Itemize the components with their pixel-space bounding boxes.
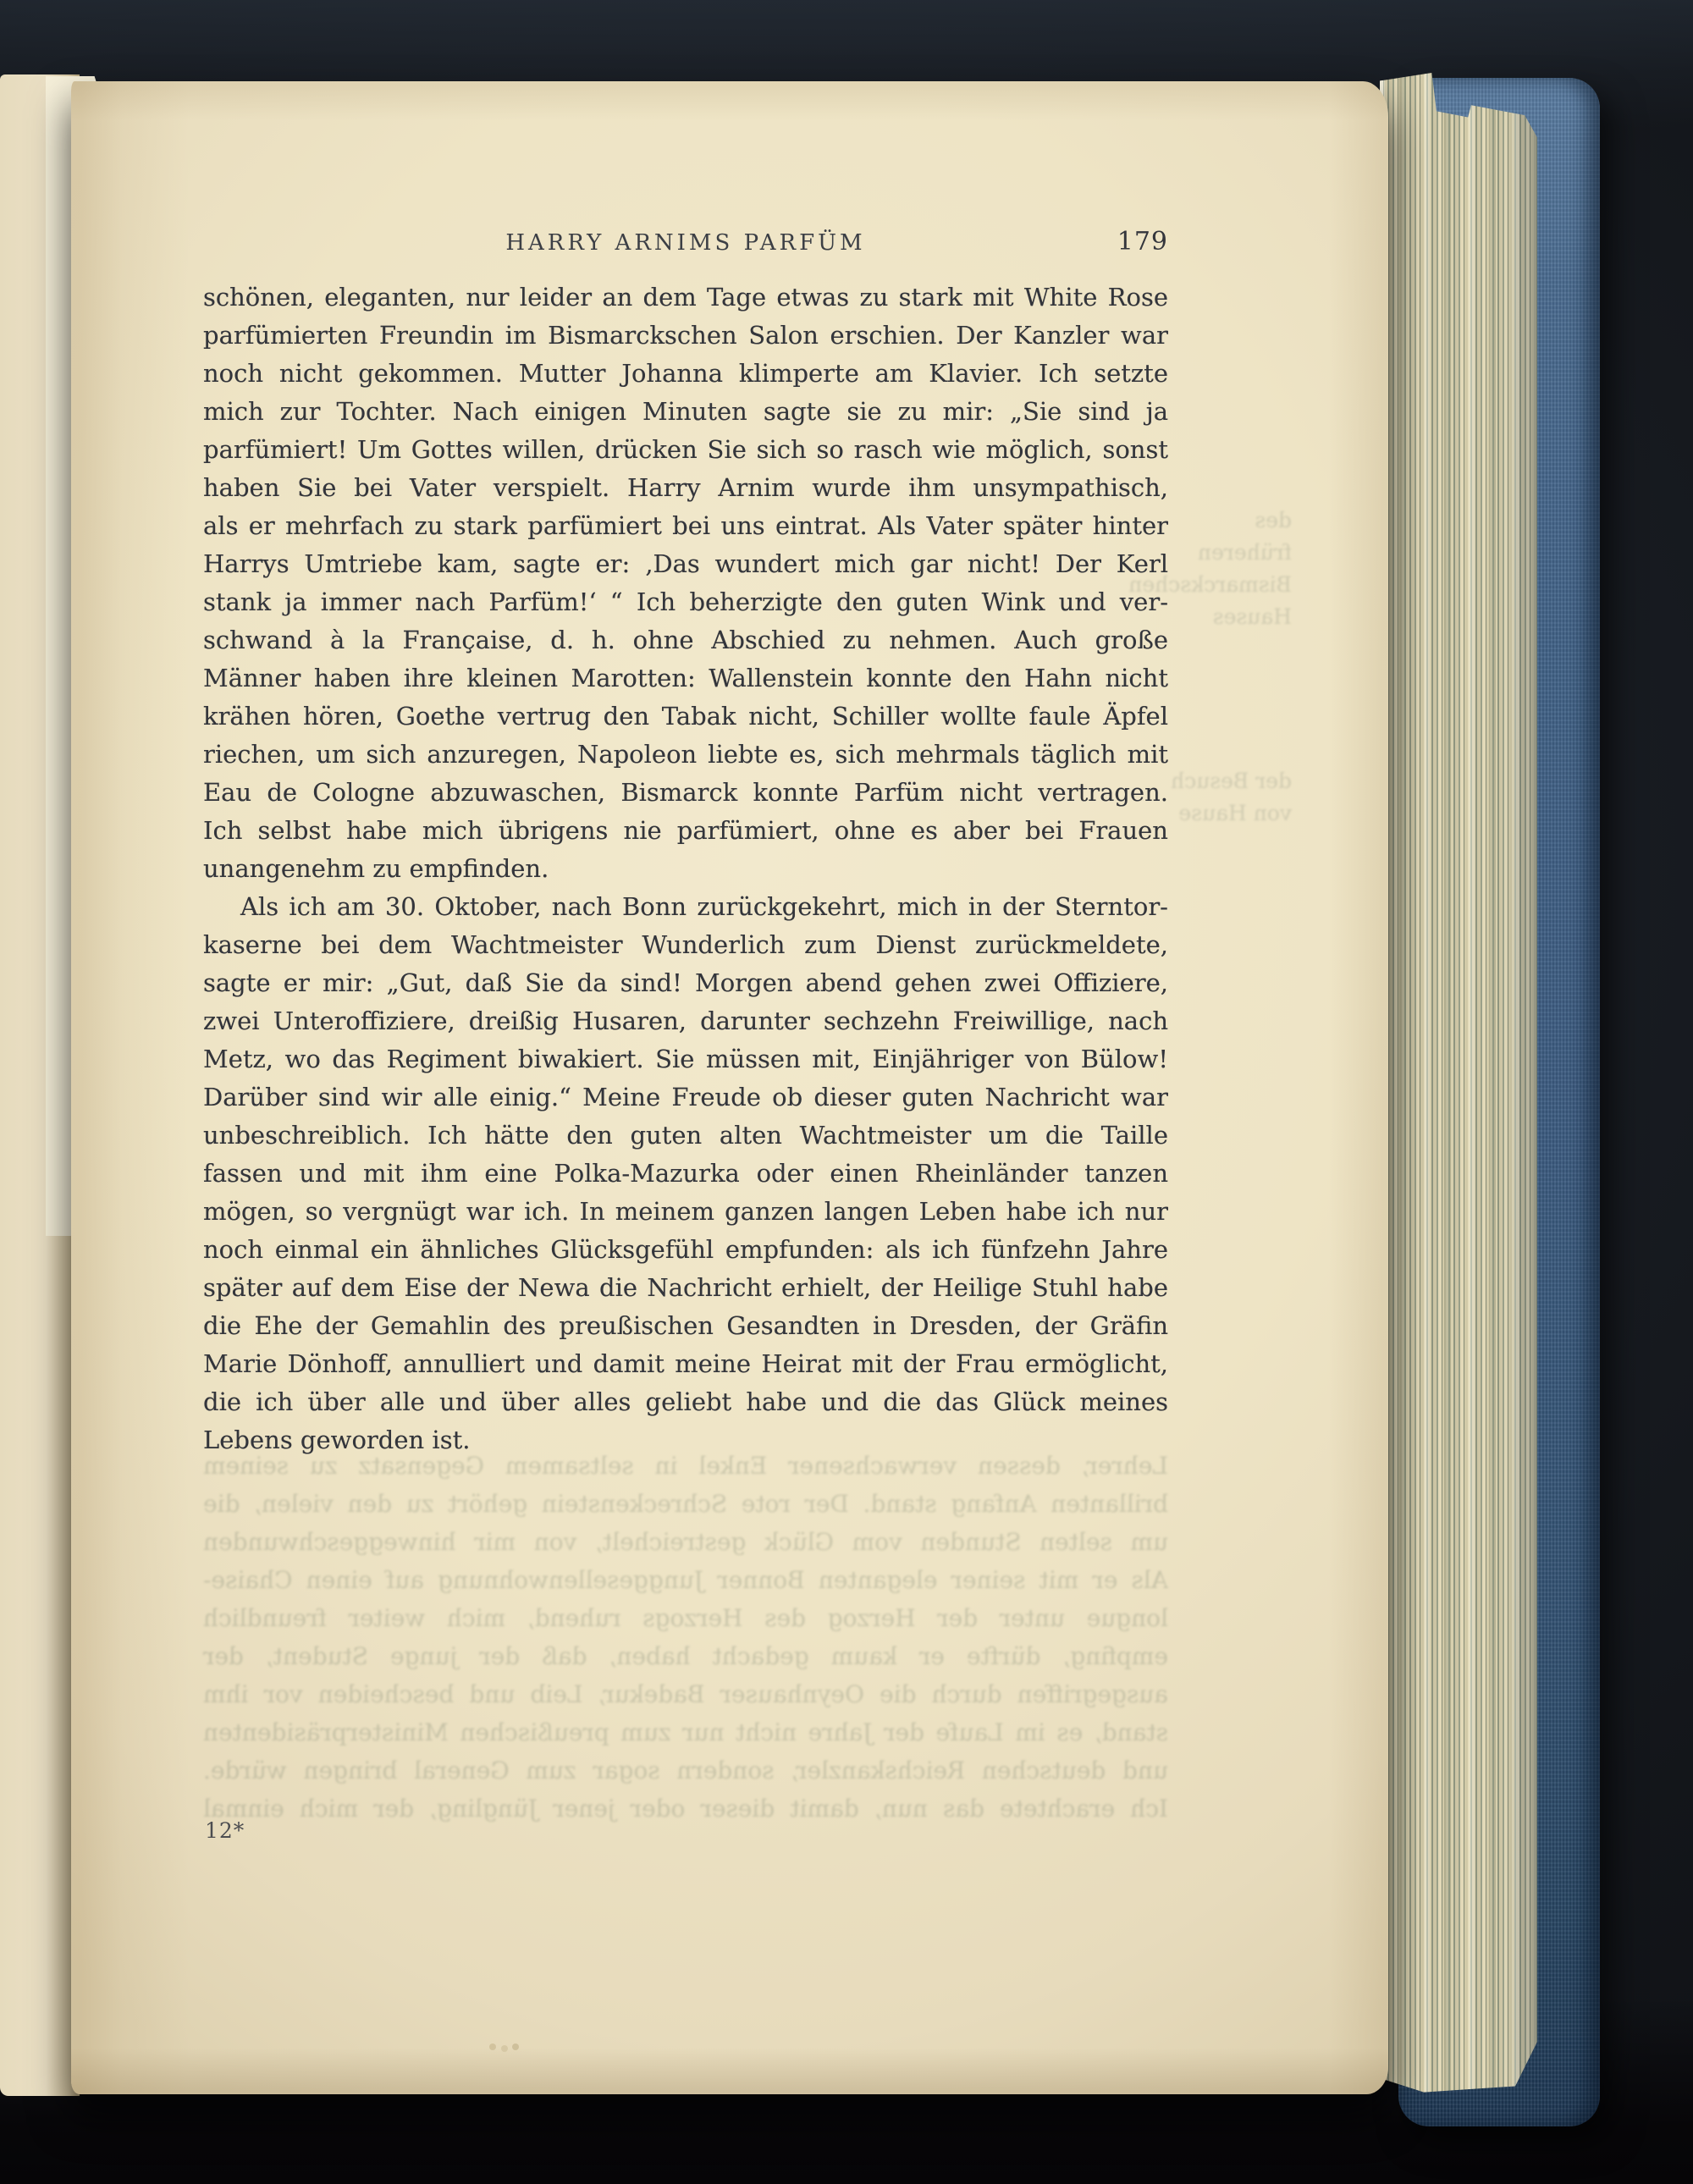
bleed-through-margin-note: der Besuch von Hause: [1171, 769, 1292, 825]
text-line: parfümiert! Um Gottes willen, drücken Sie sich so rasch wie möglich, sonst: [203, 435, 1168, 464]
ghost-text-line: longue unter der Herzog des Herzogs ruhend, mich weiter freundlich: [203, 1604, 1168, 1632]
page-edges-stack: [1380, 73, 1537, 2094]
text-line: unangenehm zu empfinden.: [203, 854, 549, 883]
text-line: Eau de Cologne abzuwaschen, Bismarck konnte Parfüm nicht vertragen.: [203, 778, 1168, 807]
bleed-through-text: [203, 1447, 1168, 1828]
text-line: parfümierten Freundin im Bismarckschen Salon erschien. Der Kanzler war: [203, 321, 1168, 350]
running-head: [203, 227, 1168, 264]
text-line: haben Sie bei Vater verspielt. Harry Arnim wurde ihm unsympathisch,: [203, 473, 1168, 502]
text-line: die Ehe der Gemahlin des preußischen Gesandten in Dresden, der Gräfin: [203, 1311, 1168, 1340]
text-line: als er mehrfach zu stark parfümiert bei uns eintrat. Als Vater später hinter: [203, 511, 1168, 540]
text-line: schwand à la Française, d. h. ohne Abschied zu nehmen. Auch große: [203, 626, 1168, 654]
text-line: fassen und mit ihm eine Polka-Mazurka oder einen Rheinländer tanzen: [203, 1159, 1168, 1188]
ghost-text-line: um selten Stunden vom Glück gestreichelt, von mir hinweggeschwunden: [203, 1528, 1168, 1556]
text-line: Darüber sind wir alle einig.“ Meine Freude ob dieser guten Nachricht war: [203, 1083, 1168, 1111]
ghost-text-line: und deutschen Reichskanzler, sondern sogar zum General bringen würde.: [203, 1757, 1168, 1784]
text-line: Marie Dönhoff, annulliert und damit meine Heirat mit der Frau ermöglicht,: [203, 1349, 1168, 1378]
signature-mark: 12*: [205, 1818, 245, 1843]
text-line: kaserne bei dem Wachtmeister Wunderlich zum Dienst zurückmeldete,: [203, 930, 1168, 959]
text-line: noch nicht gekommen. Mutter Johanna klimperte am Klavier. Ich setzte: [203, 359, 1168, 388]
body-text: [203, 279, 1168, 1459]
text-line: noch einmal ein ähnliches Glücksgefühl empfunden: als ich fünfzehn Jahre: [203, 1235, 1168, 1264]
bleed-through-margin-note: des früheren Bismarckschen Hauses: [1128, 508, 1292, 629]
text-line: Als ich am 30. Oktober, nach Bonn zurückgekehrt, mich in der Sterntor-: [240, 892, 1168, 921]
text-line: Harrys Umtriebe kam, sagte er: ‚Das wundert mich gar nicht! Der Kerl: [203, 549, 1168, 578]
text-line: die ich über alle und über alles geliebt habe und die das Glück meines: [203, 1387, 1168, 1416]
text-line: unbeschreiblich. Ich hätte den guten alten Wachtmeister um die Taille: [203, 1121, 1168, 1150]
paper-specks: [489, 2043, 496, 2050]
text-line: schönen, eleganten, nur leider an dem Tage etwas zu stark mit White Rose: [203, 283, 1168, 312]
text-line: mich zur Tochter. Nach einigen Minuten sagte sie zu mir: „Sie sind ja: [203, 397, 1168, 426]
ghost-text-line: stand, es im Laufe der Jahre nicht nur zum preußischen Ministerpräsidenten: [203, 1718, 1168, 1746]
book-page: [71, 81, 1388, 2094]
text-line: später auf dem Eise der Newa die Nachricht erhielt, der Heilige Stuhl habe: [203, 1273, 1168, 1302]
ghost-text-line: brillanten Anfang stand. Der rote Schreckenstein gehört zu den vielen, die: [203, 1490, 1168, 1518]
ghost-text-line: Als er mit seiner eleganten Bonner Junggesellenwohnung auf einen Chaise-: [203, 1566, 1168, 1594]
text-line: mögen, so vergnügt war ich. In meinem ganzen langen Leben habe ich nur: [203, 1197, 1168, 1226]
text-line: Metz, wo das Regiment biwakiert. Sie müssen mit, Einjähriger von Bülow!: [203, 1045, 1168, 1073]
ghost-text-line: Lehrer, dessen verwachsener Enkel in seltsamem Gegensatz zu seinem: [203, 1452, 1168, 1480]
text-line: Ich selbst habe mich übrigens nie parfümiert, ohne es aber bei Frauen: [203, 816, 1168, 845]
ghost-text-line: Ich erachtete das nun, damit dieser oder jener Jüngling, der mich einmal: [203, 1795, 1168, 1823]
ghost-text-line: ausgegriffen durch die Oeynhauser Badekur, Leib und bescheiden vor ihm: [203, 1680, 1168, 1708]
text-line: riechen, um sich anzuregen, Napoleon liebte es, sich mehrmals täglich mit: [203, 740, 1168, 769]
page-number: 179: [1117, 227, 1168, 256]
text-line: zwei Unteroffiziere, dreißig Husaren, darunter sechzehn Freiwillige, nach: [203, 1007, 1168, 1035]
text-line: krähen hören, Goethe vertrug den Tabak nicht, Schiller wollte faule Äpfel: [203, 702, 1168, 731]
text-line: stank ja immer nach Parfüm!‘ “ Ich beherzigte den guten Wink und ver-: [203, 587, 1168, 616]
text-line: sagte er mir: „Gut, daß Sie da sind! Morgen abend gehen zwei Offiziere,: [203, 968, 1168, 997]
text-line: Männer haben ihre kleinen Marotten: Wallenstein konnte den Hahn nicht: [203, 664, 1168, 692]
text-line: Lebens geworden ist.: [203, 1426, 471, 1454]
running-header-title: HARRY ARNIMS PARFÜM: [505, 230, 866, 256]
ghost-text-line: empfing, dürfte er kaum gedacht haben, daß der junge Student, der: [203, 1642, 1168, 1670]
